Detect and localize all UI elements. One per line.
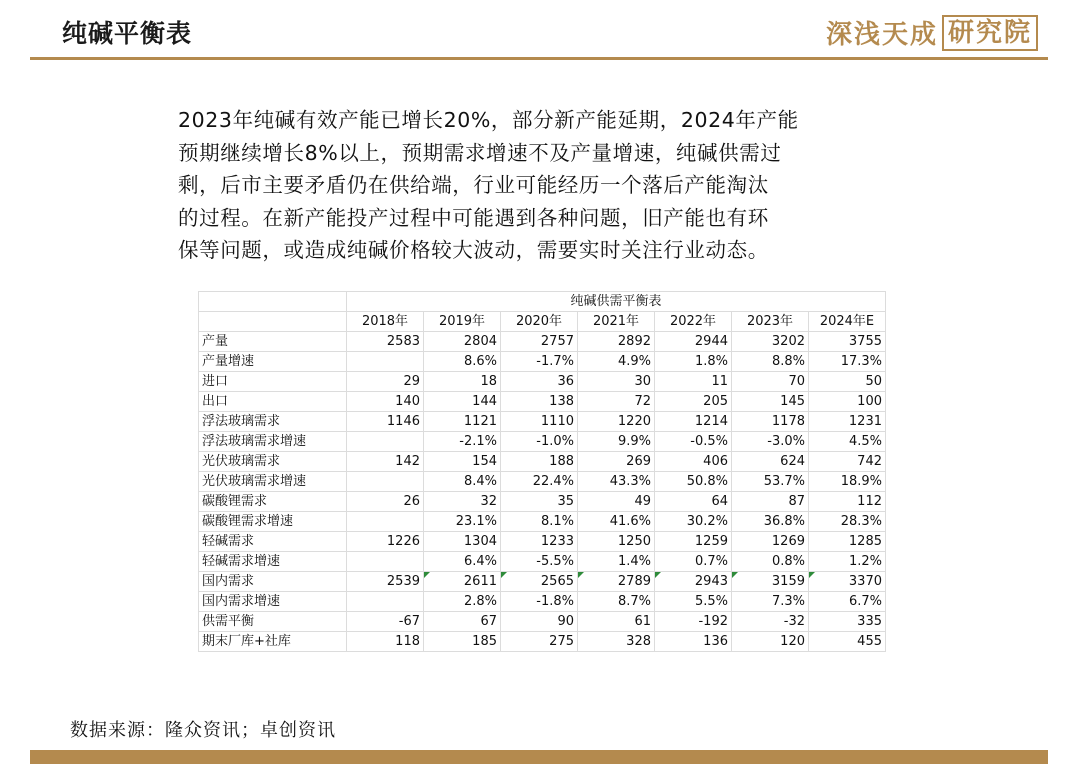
table-row (199, 572, 886, 592)
table-row (199, 612, 886, 632)
cell-value: 29 (403, 374, 420, 389)
cell-value: 30.2% (686, 514, 728, 529)
table-cell (424, 372, 501, 392)
header-empty-cell (199, 312, 347, 332)
table-caption: 纯碱供需平衡表 (347, 292, 886, 312)
cell-value: 1214 (694, 414, 728, 429)
table-cell (578, 412, 655, 432)
table-cell (655, 432, 732, 452)
table-cell (347, 612, 424, 632)
cell-value: -67 (398, 614, 420, 629)
cell-value: 61 (634, 614, 651, 629)
cell-value: 269 (626, 454, 651, 469)
cell-value: 1304 (463, 534, 497, 549)
cell-value: 1220 (617, 414, 651, 429)
table-cell (501, 332, 578, 352)
cell-value: 2539 (386, 574, 420, 589)
table-cell (424, 552, 501, 572)
cell-value: 120 (780, 634, 805, 649)
cell-value: 3370 (848, 574, 882, 589)
table-cell (347, 572, 424, 592)
table-cell (809, 512, 886, 532)
table-row (199, 432, 886, 452)
cell-value: 8.6% (463, 354, 497, 369)
row-label: 轻碱需求增速 (199, 552, 347, 572)
year-header: 2020年 (501, 312, 578, 332)
table-header-row (199, 312, 886, 332)
cell-value: -2.1% (459, 434, 497, 449)
table-row (199, 352, 886, 372)
cell-value: 8.7% (617, 594, 651, 609)
table-cell (809, 452, 886, 472)
row-label: 出口 (199, 392, 347, 412)
table-cell (424, 532, 501, 552)
cell-value: 2943 (694, 574, 728, 589)
header-divider (30, 57, 1048, 60)
cell-value: 18.9% (840, 474, 882, 489)
table-cell (578, 592, 655, 612)
cell-value: 2565 (540, 574, 574, 589)
table-cell (732, 492, 809, 512)
table-cell (347, 432, 424, 452)
cell-value: 26 (403, 494, 420, 509)
page-title: 纯碱平衡表 (62, 19, 193, 48)
cell-value: 328 (626, 634, 651, 649)
cell-value: 154 (472, 454, 497, 469)
cell-value: 1178 (771, 414, 805, 429)
cell-value: 49 (634, 494, 651, 509)
cell-value: 32 (480, 494, 497, 509)
cell-value: 53.7% (763, 474, 805, 489)
table-cell (424, 512, 501, 532)
table-cell (655, 512, 732, 532)
table-cell (655, 352, 732, 372)
cell-value: 455 (857, 634, 882, 649)
cell-value: 64 (711, 494, 728, 509)
cell-value: 50 (865, 374, 882, 389)
table-cell (578, 532, 655, 552)
table-cell (424, 392, 501, 412)
table-cell (578, 632, 655, 652)
cell-value: 36.8% (763, 514, 805, 529)
data-source: 数据来源：隆众资讯；卓创资讯 (70, 720, 336, 741)
row-label: 国内需求增速 (199, 592, 347, 612)
table-cell (424, 452, 501, 472)
table-row (199, 532, 886, 552)
table-cell (501, 572, 578, 592)
cell-value: 2583 (386, 334, 420, 349)
table-cell (501, 632, 578, 652)
table-cell (809, 532, 886, 552)
table-cell (578, 352, 655, 372)
cell-value: 1.4% (617, 554, 651, 569)
table-cell (732, 472, 809, 492)
cell-value: 8.1% (540, 514, 574, 529)
cell-value: 8.4% (463, 474, 497, 489)
table-cell (809, 552, 886, 572)
table-cell (732, 632, 809, 652)
paragraph-line: 的过程。在新产能投产过程中可能遇到各种问题，旧产能也有环 (178, 205, 769, 230)
cell-value: 0.7% (694, 554, 728, 569)
year-header: 2021年 (578, 312, 655, 332)
cell-value: 2.8% (463, 594, 497, 609)
table-cell (732, 452, 809, 472)
year-header: 2019年 (424, 312, 501, 332)
cell-value: 205 (703, 394, 728, 409)
cell-value: 1285 (848, 534, 882, 549)
table-row (199, 592, 886, 612)
table-cell (501, 532, 578, 552)
table-cell (347, 512, 424, 532)
row-label: 浮法玻璃需求 (199, 412, 347, 432)
summary-paragraph (178, 104, 938, 267)
cell-flag-icon (655, 572, 661, 578)
row-label: 碳酸锂需求 (199, 492, 347, 512)
cell-value: 90 (557, 614, 574, 629)
logo-box-text: 研究院 (942, 15, 1038, 51)
table-row (199, 632, 886, 652)
table-cell (501, 592, 578, 612)
cell-value: 2789 (617, 574, 651, 589)
cell-value: 41.6% (609, 514, 651, 529)
cell-value: 1269 (771, 534, 805, 549)
cell-value: -5.5% (536, 554, 574, 569)
paragraph-line: 预期继续增长8%以上，预期需求增速不及产量增速，纯碱供需过 (178, 140, 782, 165)
cell-value: -3.0% (767, 434, 805, 449)
table-row (199, 412, 886, 432)
table-cell (578, 452, 655, 472)
table-cell (732, 412, 809, 432)
paragraph-line: 剩，后市主要矛盾仍在供给端，行业可能经历一个落后产能淘汰 (178, 173, 769, 197)
table-cell (655, 472, 732, 492)
table-cell (809, 592, 886, 612)
paragraph-line: 2023年纯碱有效产能已增长20%，部分新产能延期，2024年产能 (178, 108, 799, 132)
row-label: 进口 (199, 372, 347, 392)
cell-flag-icon (578, 572, 584, 578)
cell-value: 142 (395, 454, 420, 469)
cell-value: -1.0% (536, 434, 574, 449)
cell-flag-icon (501, 572, 507, 578)
table-cell (578, 552, 655, 572)
table-cell (655, 592, 732, 612)
table-cell (424, 632, 501, 652)
cell-value: 43.3% (609, 474, 651, 489)
cell-value: 6.7% (848, 594, 882, 609)
table-cell (501, 392, 578, 412)
cell-value: 1259 (694, 534, 728, 549)
table-row (199, 552, 886, 572)
table-cell (578, 372, 655, 392)
table-cell (732, 612, 809, 632)
cell-value: 624 (780, 454, 805, 469)
table-cell (501, 492, 578, 512)
cell-value: 2944 (694, 334, 728, 349)
cell-value: 4.9% (617, 354, 651, 369)
year-header: 2022年 (655, 312, 732, 332)
cell-value: 335 (857, 614, 882, 629)
cell-value: 144 (472, 394, 497, 409)
table-cell (347, 532, 424, 552)
cell-value: 1233 (540, 534, 574, 549)
table-cell (347, 632, 424, 652)
row-label: 光伏玻璃需求 (199, 452, 347, 472)
table-cell (347, 392, 424, 412)
brand-logo (826, 14, 1038, 51)
cell-value: 100 (857, 394, 882, 409)
cell-value: 0.8% (771, 554, 805, 569)
table-cell (655, 332, 732, 352)
cell-value: -0.5% (690, 434, 728, 449)
supply-demand-table (198, 291, 886, 652)
cell-value: 185 (472, 634, 497, 649)
cell-value: 23.1% (455, 514, 497, 529)
table-row (199, 492, 886, 512)
table-cell (424, 492, 501, 512)
year-header: 2023年 (732, 312, 809, 332)
cell-value: 742 (857, 454, 882, 469)
paragraph-line: 保等问题，或造成纯碱价格较大波动，需要实时关注行业动态。 (178, 238, 769, 262)
table-cell (347, 472, 424, 492)
cell-flag-icon (809, 572, 815, 578)
row-label: 产量增速 (199, 352, 347, 372)
table-cell (501, 472, 578, 492)
cell-value: 112 (857, 494, 882, 509)
row-label: 期末厂库+社库 (199, 632, 347, 652)
cell-value: 5.5% (694, 594, 728, 609)
cell-value: 138 (549, 394, 574, 409)
table-caption-row (199, 292, 886, 312)
table-cell (501, 352, 578, 372)
cell-flag-icon (732, 572, 738, 578)
table-cell (501, 612, 578, 632)
cell-value: 17.3% (840, 354, 882, 369)
row-label: 国内需求 (199, 572, 347, 592)
cell-value: -192 (698, 614, 728, 629)
cell-value: 2611 (463, 574, 497, 589)
cell-value: 1110 (540, 414, 574, 429)
table-cell (809, 632, 886, 652)
table-cell (501, 552, 578, 572)
cell-value: 7.3% (771, 594, 805, 609)
table-cell (424, 432, 501, 452)
cell-value: 28.3% (840, 514, 882, 529)
cell-value: -1.7% (536, 354, 574, 369)
table-cell (655, 372, 732, 392)
row-label: 浮法玻璃需求增速 (199, 432, 347, 452)
table-cell (809, 572, 886, 592)
table-cell (655, 572, 732, 592)
table-cell (424, 572, 501, 592)
table-cell (424, 612, 501, 632)
table-cell (809, 492, 886, 512)
table-cell (732, 572, 809, 592)
table-cell (655, 452, 732, 472)
cell-value: 70 (788, 374, 805, 389)
table-cell (732, 552, 809, 572)
logo-main-text: 深浅天成 (826, 20, 939, 50)
table-cell (732, 392, 809, 412)
table-cell (809, 432, 886, 452)
cell-value: 4.5% (848, 434, 882, 449)
cell-value: 2757 (540, 334, 574, 349)
table-cell (655, 632, 732, 652)
cell-value: 8.8% (771, 354, 805, 369)
footer-bar (30, 750, 1048, 764)
table-cell (732, 332, 809, 352)
table-cell (347, 412, 424, 432)
cell-value: 1226 (386, 534, 420, 549)
table-cell (809, 412, 886, 432)
cell-value: 50.8% (686, 474, 728, 489)
table-cell (501, 412, 578, 432)
cell-value: 35 (557, 494, 574, 509)
table-cell (501, 372, 578, 392)
table-cell (347, 352, 424, 372)
table-cell (424, 472, 501, 492)
cell-value: 9.9% (617, 434, 651, 449)
cell-value: 118 (395, 634, 420, 649)
table-cell (732, 432, 809, 452)
table-row (199, 372, 886, 392)
cell-value: 36 (557, 374, 574, 389)
table-cell (655, 492, 732, 512)
cell-value: 1146 (386, 414, 420, 429)
table-cell (732, 372, 809, 392)
table-cell (655, 612, 732, 632)
cell-value: -32 (783, 614, 805, 629)
row-label: 光伏玻璃需求增速 (199, 472, 347, 492)
table-cell (732, 532, 809, 552)
cell-value: 145 (780, 394, 805, 409)
table-cell (578, 392, 655, 412)
table-cell (347, 592, 424, 612)
table-cell (655, 392, 732, 412)
cell-value: 406 (703, 454, 728, 469)
cell-value: 136 (703, 634, 728, 649)
table-cell (809, 332, 886, 352)
cell-value: -1.8% (536, 594, 574, 609)
cell-value: 2804 (463, 334, 497, 349)
cell-value: 11 (711, 374, 728, 389)
table-cell (347, 332, 424, 352)
table-cell (809, 372, 886, 392)
cell-value: 1250 (617, 534, 651, 549)
table-body (199, 332, 886, 652)
table-cell (655, 532, 732, 552)
cell-value: 3159 (771, 574, 805, 589)
table-row (199, 392, 886, 412)
table-cell (424, 592, 501, 612)
table-row (199, 332, 886, 352)
table-cell (501, 432, 578, 452)
cell-value: 72 (634, 394, 651, 409)
table-cell (347, 452, 424, 472)
table-cell (578, 332, 655, 352)
row-label: 轻碱需求 (199, 532, 347, 552)
table-cell (501, 452, 578, 472)
table-cell (347, 552, 424, 572)
table-cell (424, 412, 501, 432)
year-header: 2018年 (347, 312, 424, 332)
table-row (199, 452, 886, 472)
cell-value: 140 (395, 394, 420, 409)
cell-value: 6.4% (463, 554, 497, 569)
table-cell (655, 552, 732, 572)
table-cell (809, 472, 886, 492)
cell-value: 1121 (463, 414, 497, 429)
cell-value: 1231 (848, 414, 882, 429)
cell-value: 3202 (771, 334, 805, 349)
table-cell (809, 392, 886, 412)
cell-value: 30 (634, 374, 651, 389)
cell-value: 87 (788, 494, 805, 509)
table-cell (809, 612, 886, 632)
table-row (199, 472, 886, 492)
cell-value: 22.4% (532, 474, 574, 489)
table-cell (578, 472, 655, 492)
year-header: 2024年E (809, 312, 886, 332)
table-cell (732, 352, 809, 372)
table-cell (655, 412, 732, 432)
table-cell (424, 332, 501, 352)
table-cell (501, 512, 578, 532)
table-cell (578, 492, 655, 512)
cell-value: 188 (549, 454, 574, 469)
cell-value: 18 (480, 374, 497, 389)
table-cell (809, 352, 886, 372)
cell-value: 3755 (848, 334, 882, 349)
table-row (199, 512, 886, 532)
row-label: 供需平衡 (199, 612, 347, 632)
cell-value: 1.2% (848, 554, 882, 569)
table-cell (347, 372, 424, 392)
table-cell (347, 492, 424, 512)
cell-value: 2892 (617, 334, 651, 349)
table-cell (424, 352, 501, 372)
cell-flag-icon (424, 572, 430, 578)
table-cell (732, 592, 809, 612)
table-cell (578, 432, 655, 452)
table-cell (578, 572, 655, 592)
table-corner-cell (199, 292, 347, 312)
row-label: 碳酸锂需求增速 (199, 512, 347, 532)
cell-value: 67 (480, 614, 497, 629)
table-cell (732, 512, 809, 532)
cell-value: 275 (549, 634, 574, 649)
table-cell (578, 512, 655, 532)
row-label: 产量 (199, 332, 347, 352)
table-cell (578, 612, 655, 632)
cell-value: 1.8% (694, 354, 728, 369)
